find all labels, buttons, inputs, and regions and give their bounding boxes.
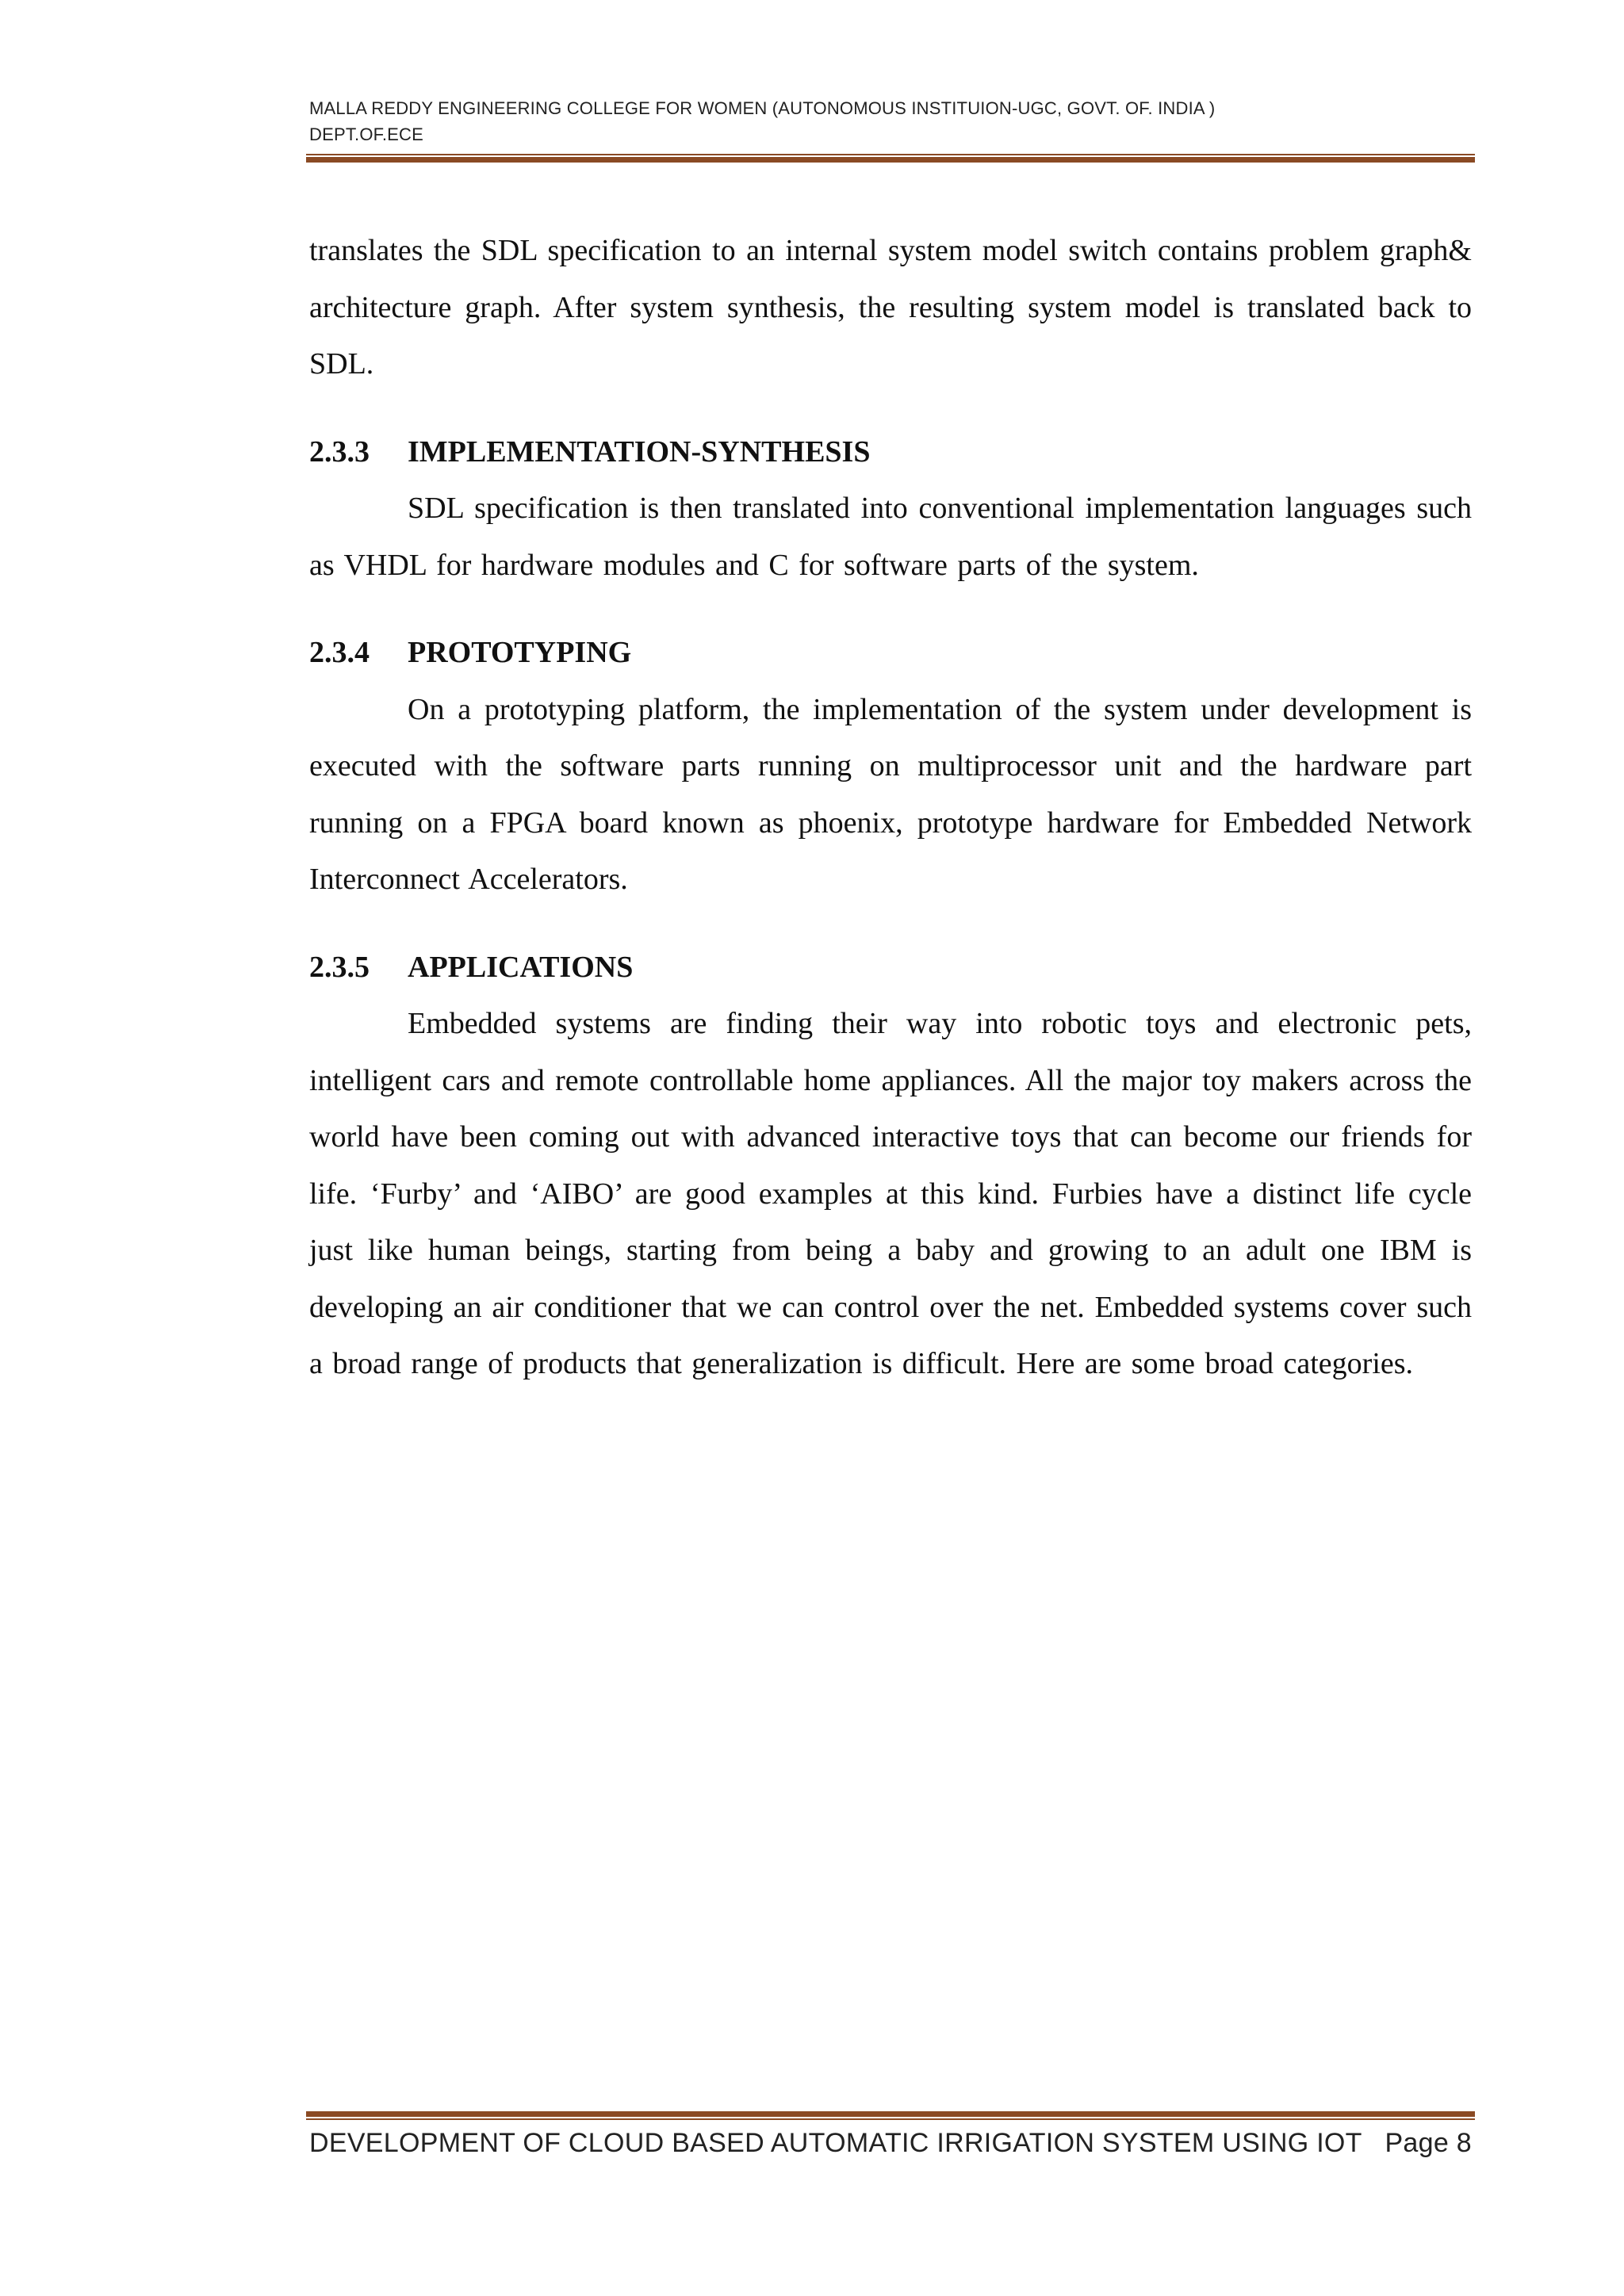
page-body (309, 223, 1472, 1393)
footer-rule-thin (306, 2118, 1475, 2120)
page-number: Page 8 (1385, 2128, 1472, 2158)
header-rule-thick (306, 157, 1475, 163)
section-title: IMPLEMENTATION-SYNTHESIS (408, 434, 871, 469)
section-title: PROTOTYPING (408, 636, 632, 669)
section-number: 2.3.4 (309, 636, 370, 669)
section-heading-2-3-5 (309, 939, 1472, 997)
section-number: 2.3.3 (309, 434, 370, 469)
section-heading-2-3-3 (309, 424, 1472, 481)
header-rule-thin (306, 154, 1475, 155)
header-college-name: MALLA REDDY ENGINEERING COLLEGE FOR WOMEN (AUTONOMOUS INSTITUION-UGC, GOVT. OF. INDIA ) (309, 98, 1216, 118)
section-title: APPLICATIONS (408, 950, 634, 984)
section-number: 2.3.5 (309, 950, 370, 984)
page-footer (309, 2128, 1472, 2159)
page-header (309, 95, 1475, 147)
intro-paragraph: translates the SDL specification to an internal system model switch contains problem graph& architecture graph. After system synthesis, the resulting system model is translated back to SDL. (309, 234, 1472, 381)
footer-rule-thick (306, 2111, 1475, 2117)
section-paragraph-2-3-5: Embedded systems are finding their way into robotic toys and electronic pets, intelligent cars and remote controllable home appliances. All the major toy makers across the world have been coming out with advanced interactive toys that can become our friends for life. ‘Furby’ and ‘AIBO’ are good examples at this kind. Furbies have a distinct life cycle just like human beings, starting from being a baby and growing to an adult one IBM is developing an air conditioner that we can control over the net. Embedded systems cover such a broad range of products that generalization is difficult. Here are some broad categories. (309, 1007, 1472, 1380)
section-heading-2-3-4 (309, 625, 1472, 682)
section-paragraph-2-3-4: On a prototyping platform, the implementation of the system under development is executed with the software parts running on multiprocessor unit and the hardware part running on a FPGA board known as phoenix, prototype hardware for Embedded Network Interconnect Accelerators. (309, 692, 1472, 896)
footer-project-title: DEVELOPMENT OF CLOUD BASED AUTOMATIC IRRIGATION SYSTEM USING IOT (309, 2128, 1362, 2158)
header-department: DEPT.OF.ECE (309, 124, 424, 144)
section-paragraph-2-3-3: SDL specification is then translated into conventional implementation languages such as VHDL for hardware modules and C for software parts of the system. (309, 492, 1472, 582)
